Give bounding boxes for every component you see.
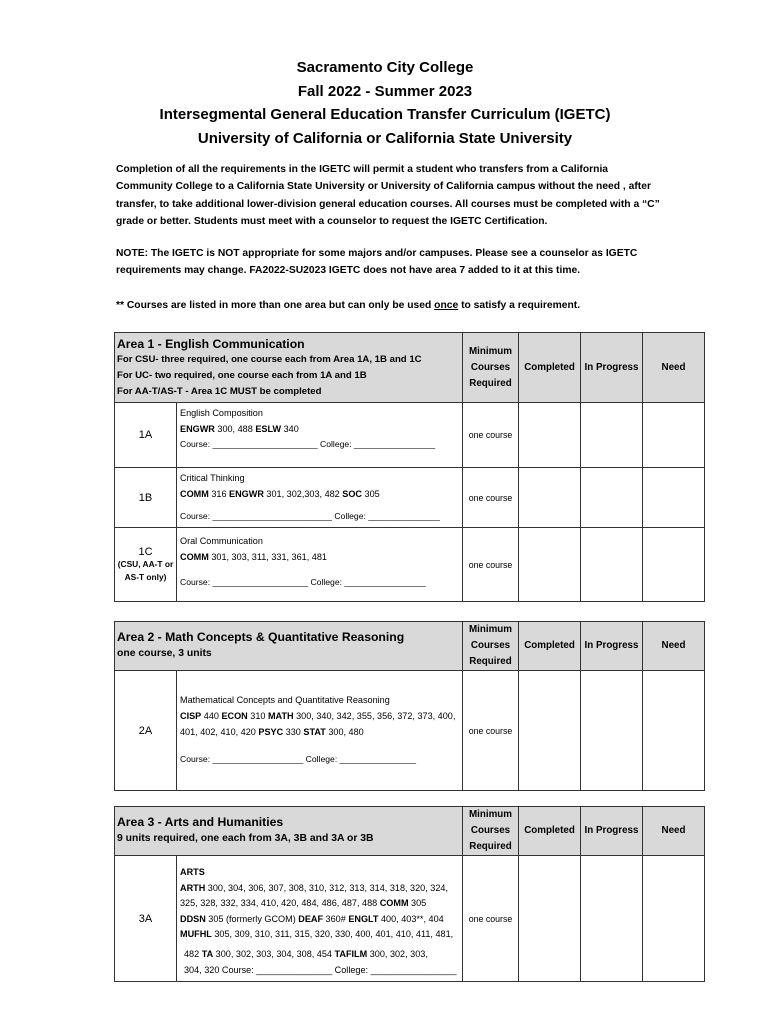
area-code: 1C — [138, 545, 153, 558]
dept-code: ENGWR — [229, 488, 264, 499]
dept-code: SOC — [342, 488, 362, 499]
need-header: Need — [643, 807, 705, 856]
universities-title: University of California or California State University — [197, 129, 573, 147]
min-courses-value: one course — [463, 528, 519, 602]
subarea-name: ARTS — [180, 867, 205, 877]
min-header-line: Required — [469, 656, 512, 667]
area2-title: Area 2 - Math Concepts & Quantitative Reasoning — [117, 630, 405, 644]
dept-code: COMM — [180, 551, 209, 562]
min-courses-value: one course — [463, 403, 519, 468]
completed-cell[interactable] — [519, 468, 581, 528]
college-name: Sacramento City College — [296, 59, 474, 76]
min-header-line: Required — [469, 841, 512, 852]
area1-rule: For AA-T/AS-T - Area 1C MUST be completed — [117, 385, 322, 397]
area-code-note: (CSU, AA-T or — [117, 558, 174, 569]
need-cell[interactable] — [643, 671, 705, 791]
dept-code: DDSN — [180, 913, 206, 924]
course-numbers: 340 — [281, 423, 299, 434]
area3-title: Area 3 - Arts and Humanities — [117, 815, 284, 829]
area1-rule: For UC- two required, one course each from 1A and 1B — [117, 369, 367, 381]
dept-code: ESLW — [255, 423, 282, 434]
course-numbers: 300, 304, 306, 307, 308, 310, 312, 313, 314, 318, 320, 324, — [205, 882, 448, 893]
completed-header: Completed — [519, 622, 581, 671]
course-numbers: 305 — [408, 898, 427, 909]
min-courses-header — [463, 333, 519, 403]
intro-line: transfer, to take additional lower-division general education courses. All courses must be completed with a “C” — [116, 198, 660, 210]
course-numbers: 300, 488 — [214, 423, 256, 434]
once-note — [116, 297, 706, 314]
area1-header-row — [115, 333, 705, 403]
area3-table — [114, 806, 705, 982]
program-title: Intersegmental General Education Transfer Curriculum (IGETC) — [159, 106, 611, 123]
area-code-cell — [115, 528, 177, 602]
course-numbers: 316 — [208, 488, 230, 499]
note-line: NOTE: The IGETC is NOT appropriate for some majors and/or campuses. Please see a counselor as IGETC — [116, 248, 638, 259]
course-numbers: 310 — [247, 710, 268, 721]
subarea-name: Critical Thinking — [180, 473, 245, 483]
min-header-line: Courses — [470, 825, 511, 836]
min-header-line: Courses — [470, 361, 511, 373]
completed-header: Completed — [519, 807, 581, 856]
in-progress-cell[interactable] — [581, 671, 643, 791]
table-row — [115, 528, 705, 602]
area-code: 1B — [115, 468, 177, 528]
min-header-line: Minimum — [469, 809, 512, 820]
course-list — [177, 671, 463, 791]
course-numbers: 305, 309, 310, 311, 315, 320, 330, 400, 401, 410, 411, 481, — [211, 929, 454, 940]
course-numbers: 360# — [323, 913, 349, 924]
term-range: Fall 2022 - Summer 2023 — [297, 82, 473, 100]
area2-rule: one course, 3 units — [117, 648, 212, 659]
course-entry-line: Course: ____________________ College: _________________ — [180, 577, 426, 588]
area1-rule: For CSU- three required, one course each from Area 1A, 1B and 1C — [117, 353, 422, 365]
area3-rule: 9 units required, one each from 3A, 3B and 3A or 3B — [117, 833, 374, 844]
min-header-line: Courses — [470, 640, 511, 651]
area-code: 3A — [115, 856, 177, 982]
area-code-note: AS-T only) — [124, 571, 167, 582]
area3-title-cell — [115, 807, 463, 856]
once-note-text: ** Courses are listed in more than one area but can only be used — [116, 300, 435, 311]
dept-code: COMM — [180, 488, 209, 499]
note-line: requirements may change. FA2022-SU2023 IGETC does not have area 7 added to it at this time. — [116, 265, 581, 277]
area2-title-cell — [115, 622, 463, 671]
min-header-line: Minimum — [469, 345, 512, 357]
min-courses-header — [463, 622, 519, 671]
course-list — [177, 403, 463, 468]
table-row — [115, 403, 705, 468]
intro-line: grade or better. Students must meet with a counselor to request the IGETC Certification. — [116, 215, 548, 227]
dept-code: COMM — [379, 898, 409, 909]
area1-table — [114, 332, 705, 602]
need-header: Need — [643, 333, 705, 403]
subarea-name: Oral Communication — [180, 536, 263, 546]
dept-code: MUFHL — [180, 929, 212, 940]
intro-line: Community College to a California State University or University of California campus without the need , after — [116, 181, 651, 193]
area1-title-cell — [115, 333, 463, 403]
course-numbers: 400, 403**, 404 — [378, 913, 444, 924]
note-paragraph — [116, 245, 706, 280]
area1-title: Area 1 - English Communication — [117, 336, 305, 351]
in-progress-cell[interactable] — [581, 528, 643, 602]
min-courses-value: one course — [463, 856, 519, 982]
dept-code: ECON — [221, 710, 248, 721]
course-list — [177, 528, 463, 602]
course-numbers: 305 — [362, 488, 380, 499]
course-entry-line: Course: ___________________ College: ________________ — [180, 754, 417, 765]
dept-code: TAFILM — [334, 948, 368, 959]
completed-cell[interactable] — [519, 528, 581, 602]
course-numbers: 325, 328, 332, 334, 410, 420, 484, 486, 487, 488 — [180, 898, 380, 909]
course-list — [177, 468, 463, 528]
need-cell[interactable] — [643, 403, 705, 468]
min-courses-value: one course — [463, 671, 519, 791]
in-progress-cell[interactable] — [581, 403, 643, 468]
intro-line: Completion of all the requirements in the IGETC will permit a student who transfers from a California — [116, 164, 609, 175]
course-numbers: 300, 480 — [325, 726, 364, 737]
area-code: 1A — [115, 403, 177, 468]
course-numbers: 330 — [283, 726, 304, 737]
min-header-line: Required — [469, 377, 512, 389]
in-progress-header: In Progress — [581, 807, 643, 856]
dept-code: ENGWR — [180, 423, 215, 434]
need-cell[interactable] — [643, 856, 705, 982]
area-code: 2A — [115, 671, 177, 791]
in-progress-header: In Progress — [581, 333, 643, 403]
area3-header-row — [115, 807, 705, 856]
in-progress-header: In Progress — [581, 622, 643, 671]
intro-paragraph — [116, 161, 706, 230]
completed-cell[interactable] — [519, 856, 581, 982]
dept-code: MATH — [267, 710, 294, 721]
need-cell[interactable] — [643, 528, 705, 602]
course-entry-line: Course: ______________________ College: _________________ — [180, 439, 436, 450]
subarea-name: English Composition — [180, 408, 263, 418]
in-progress-cell[interactable] — [581, 856, 643, 982]
need-cell[interactable] — [643, 468, 705, 528]
completed-cell[interactable] — [519, 671, 581, 791]
min-courses-value: one course — [463, 468, 519, 528]
once-note-text: to satisfy a requirement. — [458, 300, 581, 311]
course-numbers: 301, 303, 311, 331, 361, 481 — [208, 551, 327, 562]
dept-code: ENGLT — [348, 913, 379, 924]
min-header-line: Minimum — [469, 624, 512, 635]
course-numbers: 301, 302,303, 482 — [263, 488, 343, 499]
area2-table — [114, 621, 705, 791]
course-numbers: 300, 302, 303, — [367, 948, 428, 959]
table-row — [115, 468, 705, 528]
dept-code: TA — [201, 948, 214, 959]
dept-code: ARTH — [180, 882, 206, 893]
need-header: Need — [643, 622, 705, 671]
course-numbers: 305 (formerly GCOM) — [205, 913, 299, 924]
completed-cell[interactable] — [519, 403, 581, 468]
dept-code: PSYC — [258, 726, 284, 737]
dept-code: CISP — [180, 710, 202, 721]
course-entry-line: 304, 320 Course: _______________ College: _________________ — [184, 964, 457, 975]
completed-header: Completed — [519, 333, 581, 403]
course-numbers: 300, 340, 342, 355, 356, 372, 373, 400, — [293, 710, 456, 721]
course-numbers: 401, 402, 410, 420 — [180, 726, 259, 737]
course-numbers: 300, 302, 303, 304, 308, 454 — [213, 948, 335, 959]
area2-header-row — [115, 622, 705, 671]
table-row — [115, 671, 705, 791]
dept-code: STAT — [303, 726, 326, 737]
table-row — [115, 856, 705, 982]
subarea-name: Mathematical Concepts and Quantitative Reasoning — [180, 695, 390, 706]
course-numbers: 482 — [184, 948, 202, 959]
once-emphasis: once — [434, 300, 459, 311]
course-list — [177, 856, 463, 982]
min-courses-header — [463, 807, 519, 856]
dept-code: DEAF — [298, 913, 324, 924]
in-progress-cell[interactable] — [581, 468, 643, 528]
document-header — [0, 56, 770, 150]
course-entry-line: Course: _________________________ College: _______________ — [180, 511, 440, 522]
course-numbers: 440 — [201, 710, 222, 721]
